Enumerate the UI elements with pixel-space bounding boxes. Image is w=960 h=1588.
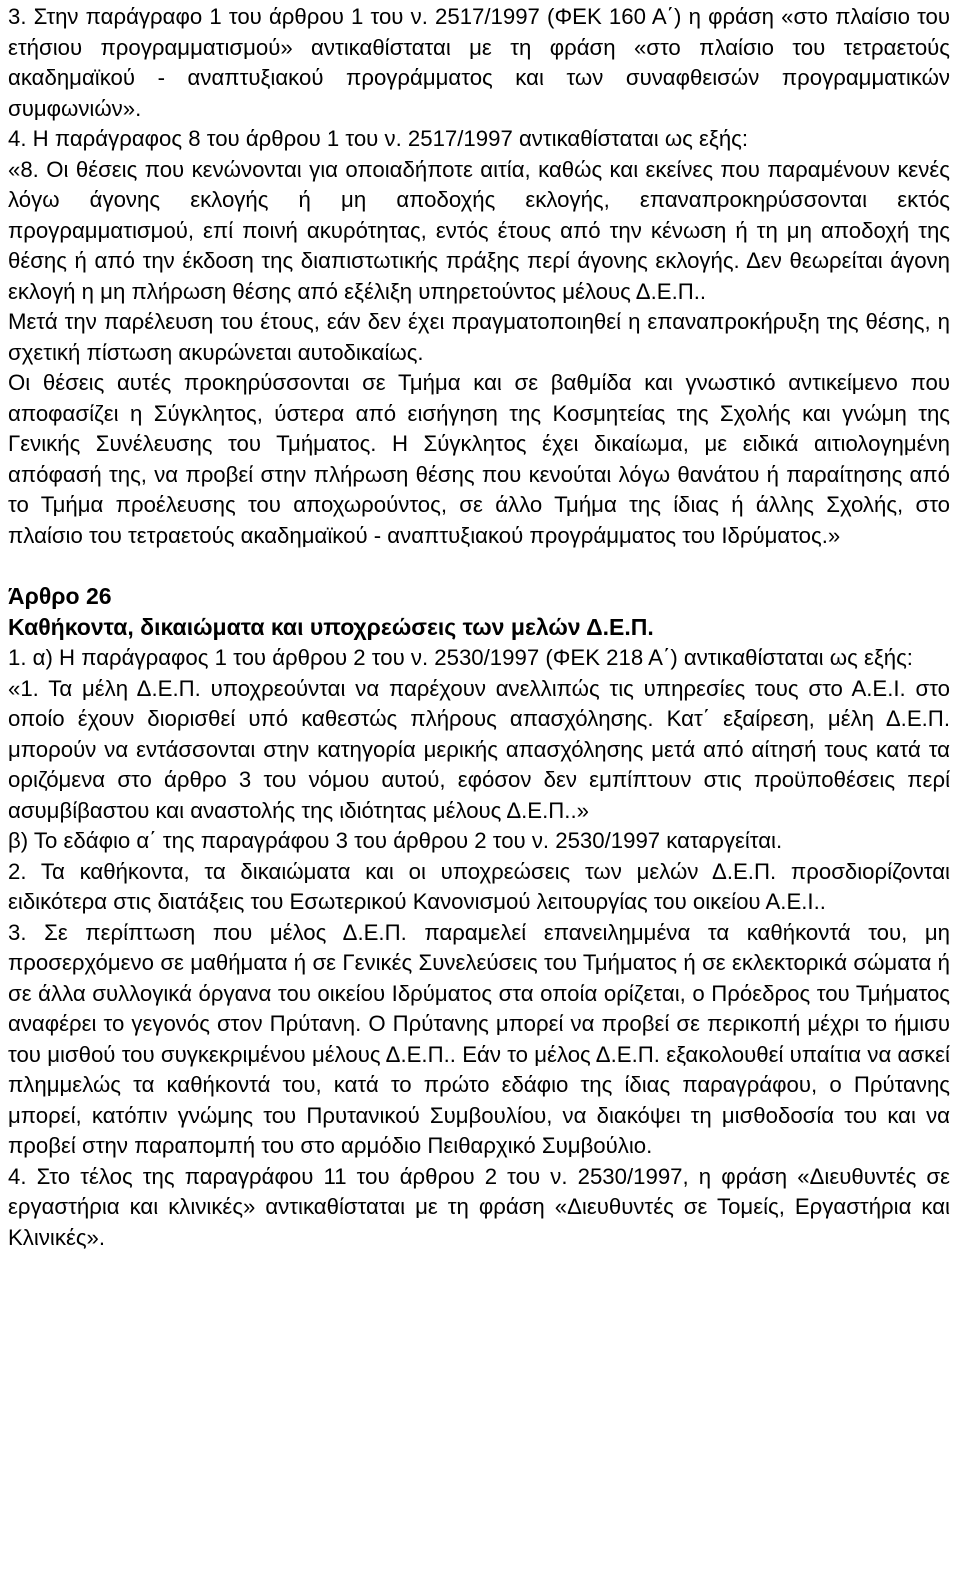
quoted-paragraph-1: «1. Τα μέλη Δ.Ε.Π. υποχρεούνται να παρέχουν ανελλιπώς τις υπηρεσίες τους στο Α.Ε.Ι. στο οποίο έχουν διορισθεί υπό καθεστώς πλήρους απασχόλησης. Κατ΄ εξαίρεση, μέλη Δ.Ε.Π. μπορούν να εντάσσονται στην κατηγορία μερικής απασχόλησης μετά από αίτησή τους κατά τα οριζόμενα στο άρθρο 3 του νόμου αυτού, εφόσον δεν εμπίπτουν στις προϋποθέσεις περί ασυμβίβαστου και αναστολής της ιδιότητας μέλους Δ.Ε.Π..» [8, 675, 950, 823]
article-title: Καθήκοντα, δικαιώματα και υποχρεώσεις των μελών Δ.Ε.Π. [8, 614, 654, 640]
document-page [8, 2, 950, 1253]
paragraph-3-amendment: 3. Στην παράγραφο 1 του άρθρου 1 του ν. 2517/1997 (ΦΕΚ 160 Α΄) η φράση «στο πλαίσιο του ετήσιου προγραμματισμού» αντικαθίσταται με τη φράση «στο πλαίσιο του τετραετούς ακαδημαϊκού - αναπτυξιακού προγράμματος και των συναφθεισών προγραμματικών συμφωνιών». [8, 4, 950, 121]
quoted-paragraph-8: «8. Οι θέσεις που κενώνονται για οποιαδήποτε αιτία, καθώς και εκείνες που παραμένουν κενές λόγω άγονης εκλογής ή μη αποδοχής εκλογής, επαναπροκηρύσσονται εκτός προγραμματισμού, επί ποινή ακυρότητας, εντός έτους από την κένωση ή τη μη αποδοχή της θέσης ή από την έκδοση της διαπιστωτικής πράξης περί άγονης εκλογής. Δεν θεωρείται άγονη εκλογή η μη πλήρωση θέσης από εξέλιξη υπηρετούντος μέλους Δ.Ε.Π.. [8, 156, 950, 304]
article-paragraph-1a: 1. α) Η παράγραφος 1 του άρθρου 2 του ν. 2530/1997 (ΦΕΚ 218 Α΄) αντικαθίσταται ως εξής: [8, 645, 913, 670]
article-paragraph-1b: β) Το εδάφιο α΄ της παραγράφου 3 του άρθρου 2 του ν. 2530/1997 καταργείται. [8, 828, 783, 853]
section-spacer [8, 551, 950, 581]
quoted-paragraph-8-continued: Μετά την παρέλευση του έτους, εάν δεν έχει πραγματοποιηθεί η επαναπροκήρυξη της θέσης, η σχετική πίστωση ακυρώνεται αυτοδικαίως. [8, 309, 950, 365]
article-paragraph-4: 4. Στο τέλος της παραγράφου 11 του άρθρου 2 του ν. 2530/1997, η φράση «Διευθυντές σε εργαστήρια και κλινικές» αντικαθίσταται με τη φράση «Διευθυντές σε Τομείς, Εργαστήρια και Κλινικές». [8, 1163, 950, 1250]
article-paragraph-2: 2. Τα καθήκοντα, τα δικαιώματα και οι υποχρεώσεις των μελών Δ.Ε.Π. προσδιορίζονται ειδικότερα στις διατάξεις του Εσωτερικού Κανονισμού λειτουργίας του οικείου Α.Ε.Ι.. [8, 858, 950, 914]
article-number: Άρθρο 26 [8, 583, 112, 609]
quoted-paragraph-8-positions: Οι θέσεις αυτές προκηρύσσονται σε Τμήμα και σε βαθμίδα και γνωστικό αντικείμενο που αποφασίζει η Σύγκλητος, ύστερα από εισήγηση της Κοσμητείας της Σχολής και γνώμη της Γενικής Συνέλευσης του Τμήματος. Η Σύγκλητος έχει δικαίωμα, με ειδικά αιτιολογημένη απόφασή της, να προβεί στην πλήρωση θέσης που κενούται λόγω θανάτου ή παραίτησης από το Τμήμα προέλευσης του αποχωρούντος, σε άλλο Τμήμα της ίδιας ή άλλης Σχολής, στο πλαίσιο του τετραετούς ακαδημαϊκού - αναπτυξιακού προγράμματος του Ιδρύματος.» [8, 370, 950, 548]
article-paragraph-3: 3. Σε περίπτωση που μέλος Δ.Ε.Π. παραμελεί επανειλημμένα τα καθήκοντά του, μη προσερχόμενο σε μαθήματα ή σε Γενικές Συνελεύσεις του Τμήματος ή σε εκλεκτορικά σώματα ή σε άλλα συλλογικά όργανα του οικείου Ιδρύματος στα οποία ορίζεται, ο Πρόεδρος του Τμήματος αναφέρει το γεγονός στον Πρύτανη. Ο Πρύτανης μπορεί να προβεί σε περικοπή μέχρι το ήμισυ του μισθού του συγκεκριμένου μέλους Δ.Ε.Π.. Εάν το μέλος Δ.Ε.Π. εξακολουθεί υπαίτια να ασκεί πλημμελώς τα καθήκοντά του, κατά το πρώτο εδάφιο της ίδιας παραγράφου, ο Πρύτανης μπορεί, κατόπιν γνώμης του Πρυτανικού Συμβουλίου, να διακόψει τη μισθοδοσία του και να προβεί στην παραπομπή του στο αρμόδιο Πειθαρχικό Συμβούλιο. [8, 919, 950, 1158]
paragraph-4-intro: 4. Η παράγραφος 8 του άρθρου 1 του ν. 2517/1997 αντικαθίσταται ως εξής: [8, 126, 749, 151]
